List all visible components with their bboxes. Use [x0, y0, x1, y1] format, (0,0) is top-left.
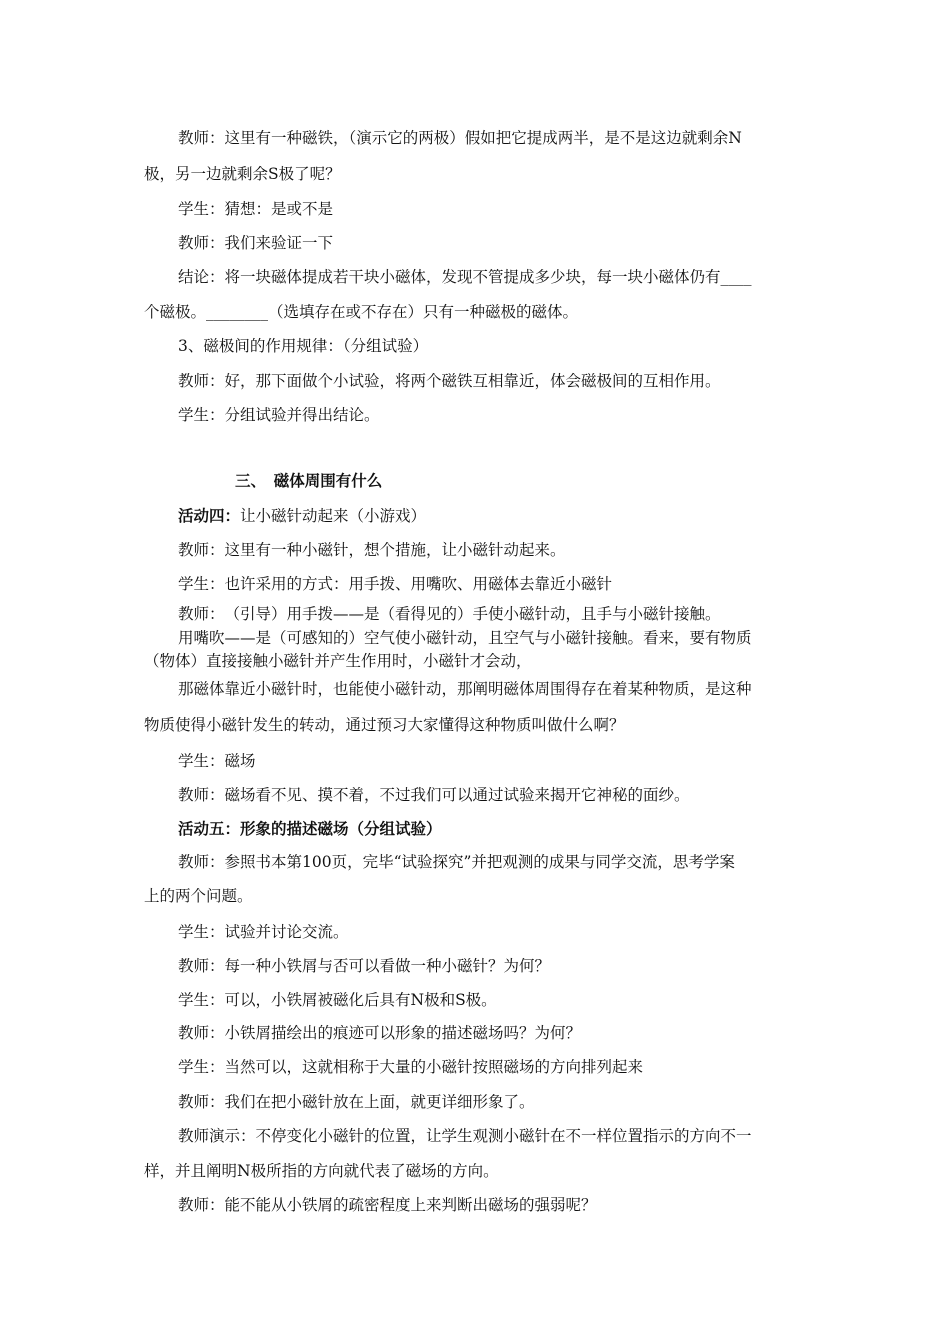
text-line: 3、磁极间的作用规律：（分组试验）	[178, 337, 429, 355]
activity-label: 活动四：	[178, 506, 241, 525]
text-line: 教师：磁场看不见、摸不着，不过我们可以通过试验来揭开它神秘的面纱。	[178, 786, 690, 804]
text-line: 教师：我们在把小磁针放在上面，就更详细形象了。	[178, 1093, 535, 1111]
activity-line	[178, 506, 426, 526]
text-line: （物体）直接接触小磁针并产生作用时，小磁针才会动，	[144, 652, 532, 670]
text-line: 结论：将一块磁体提成若干块小磁体，发现不管提成多少块，每一块小磁体仍有____	[178, 268, 752, 286]
text-line: 学生：试验并讨论交流。	[178, 923, 349, 941]
section-heading: 三、 磁体周围有什么	[235, 471, 383, 490]
text-line: 物质使得小磁针发生的转动，通过预习大家懂得这种物质叫做什么啊？	[144, 716, 625, 734]
activity-title: 让小磁针动起来（小游戏）	[240, 507, 427, 525]
text-line: 教师：这里有一种磁铁，（演示它的两极）假如把它提成两半，是不是这边就剩余N	[178, 129, 742, 147]
text-line: 教师：我们来验证一下	[178, 234, 334, 252]
text-line: 极，另一边就剩余S极了呢？	[144, 165, 341, 183]
text-line: 教师： （引导）用手拨——是（看得见的）手使小磁针动，且手与小磁针接触。	[178, 605, 721, 623]
text-line: 教师：小铁屑描绘出的痕迹可以形象的描述磁场吗？为何？	[178, 1024, 582, 1042]
text-line: 学生：也许采用的方式：用手拨、用嘴吹、用磁体去靠近小磁针	[178, 575, 613, 593]
text-line: 教师：好，那下面做个小试验，将两个磁铁互相靠近，体会磁极间的互相作用。	[178, 372, 721, 390]
activity-heading: 活动五：形象的描述磁场（分组试验）	[178, 819, 442, 838]
text-line: 学生：分组试验并得出结论。	[178, 406, 380, 424]
text-line: 样，并且阐明N极所指的方向就代表了磁场的方向。	[144, 1162, 499, 1180]
text-line: 那磁体靠近小磁针时，也能使小磁针动，那阐明磁体周围得存在着某种物质，是这种	[178, 680, 752, 698]
text-line: 用嘴吹——是（可感知的）空气使小磁针动，且空气与小磁针接触。看来，要有物质	[178, 629, 752, 647]
text-line: 教师：每一种小铁屑与否可以看做一种小磁针？为何？	[178, 957, 551, 975]
text-line: 学生：当然可以，这就相称于大量的小磁针按照磁场的方向排列起来	[178, 1058, 644, 1076]
text-line: 教师演示：不停变化小磁针的位置，让学生观测小磁针在不一样位置指示的方向不一	[178, 1127, 752, 1145]
text-line: 学生：磁场	[178, 752, 256, 770]
text-line: 学生：猜想：是或不是	[178, 200, 334, 218]
text-line: 个磁极。________（选填存在或不存在）只有一种磁极的磁体。	[144, 303, 579, 321]
text-line: 教师：这里有一种小磁针，想个措施，让小磁针动起来。	[178, 541, 566, 559]
text-line: 学生：可以，小铁屑被磁化后具有N极和S极。	[178, 991, 497, 1009]
text-line: 上的两个问题。	[144, 887, 253, 905]
text-line: 教师：参照书本第100页，完毕“试验探究”并把观测的成果与同学交流，思考学案	[178, 853, 735, 871]
text-line: 教师：能不能从小铁屑的疏密程度上来判断出磁场的强弱呢？	[178, 1196, 597, 1214]
